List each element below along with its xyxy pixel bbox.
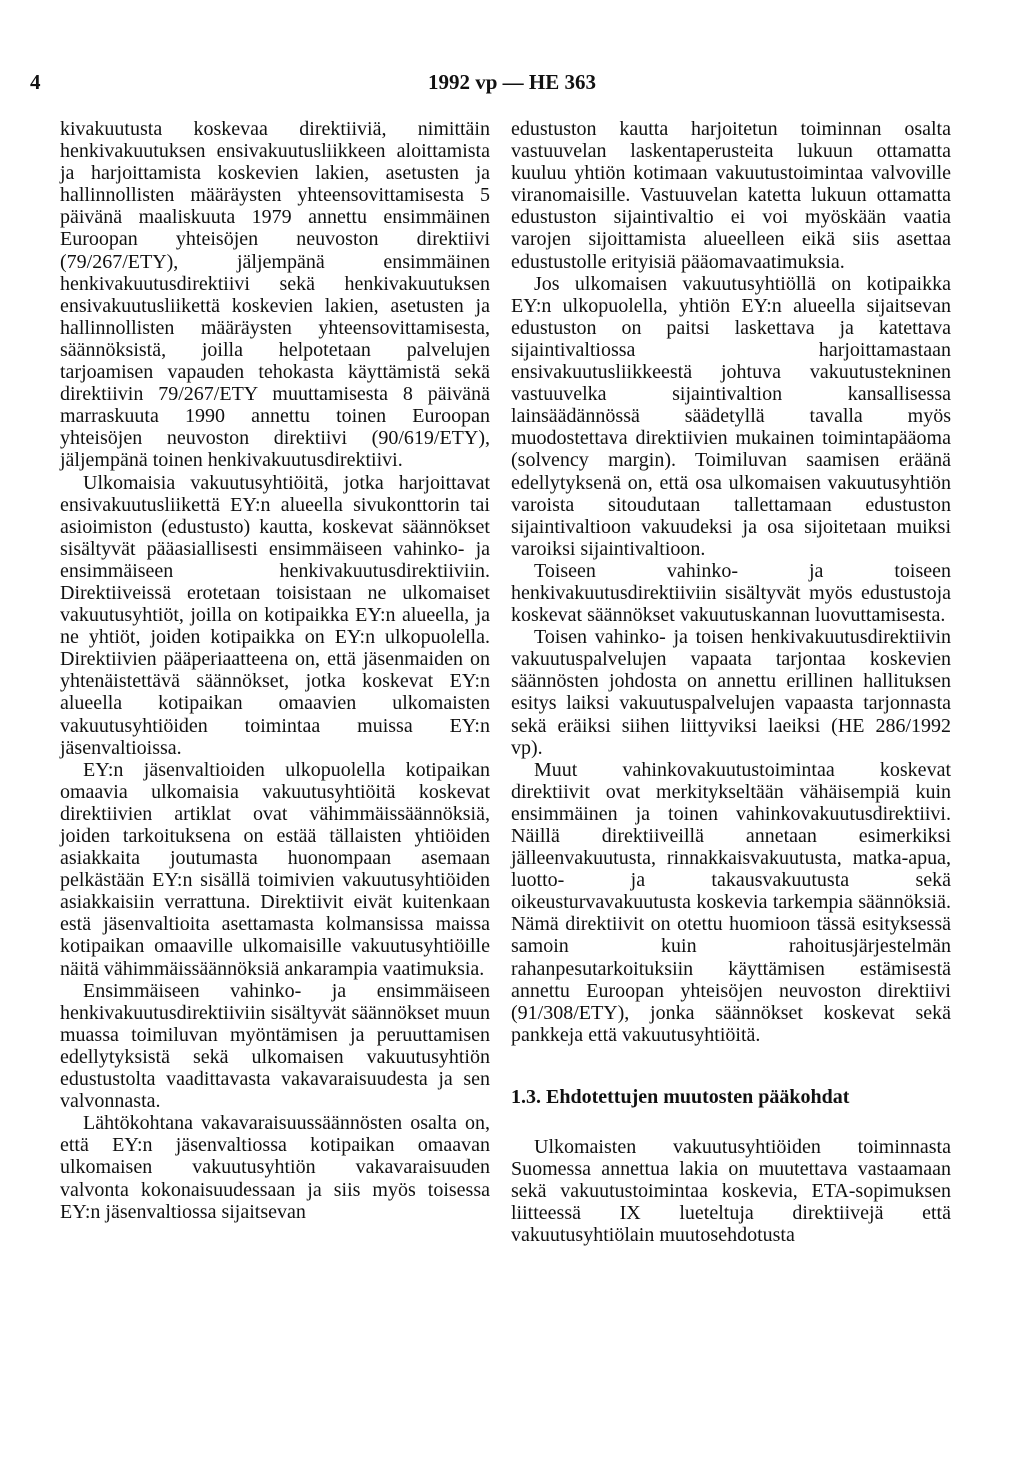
page-number: 4 bbox=[30, 70, 41, 94]
body-paragraph: Ensimmäiseen vahinko- ja ensimmäiseen henkivakuutusdirektiiviin sisältyvät säännökset muun muassa toimiluvan myöntämisen ja peruuttamisen edellytyksistä sekä ulkomaisen vakuutusyhtiön edustustolta vaadittavasta vakavaraisuudesta ja sen valvonnasta. bbox=[60, 979, 490, 1113]
left-column bbox=[60, 118, 490, 1223]
body-paragraph: Muut vahinkovakuutustoimintaa koskevat direktiivit ovat merkitykseltään vähäisempiä kuin ensimmäinen ja toinen vahinkovakuutusdirektiivi. Näillä direktiiveillä annetaan esimerkiksi jälleenvakuutusta, rinnakkaisvakuutusta, matka-apua, luotto- ja takausvakuutusta sekä oikeusturvavakuutusta koskevia tarkempia säännöksiä. Nämä direktiivit on otettu huomioon tässä esityksessä samoin kuin rahoitusjärjestelmän rahanpesutarkoituksiin käyttämisen estämisestä annettu Euroopan yhteisöjen neuvoston direktiivi (91/308/ETY), jonka säännökset koskevat sekä pankkeja että vakuutusyhtiöitä. bbox=[511, 758, 951, 1046]
body-paragraph: edustuston kautta harjoitetun toiminnan osalta vastuuvelan laskentaperusteita lukuun ottamatta kuuluu yhtiön kotimaan vakuutustoimintaa valvoville viranomaisille. Vastuuvelan katetta lukuun ottamatta edustuston sijaintivaltio ei voi myöskään vaatia varojen sijoittamista alueelleen eikä siis asettaa edustustolle erityisiä pääomavaatimuksia. bbox=[511, 118, 951, 273]
body-paragraph: Toisen vahinko- ja toisen henkivakuutusdirektiivin vakuutuspalvelujen vapaata tarjontaa koskevien säännösten johdosta on annettu erillinen hallituksen esitys laiksi vakuutuspalvelujen vapaasta tarjonnasta sekä eräiksi siihen liittyviksi laeiksi (HE 286/1992 vp). bbox=[511, 626, 951, 759]
right-column bbox=[511, 118, 951, 1247]
body-paragraph: Toiseen vahinko- ja toiseen henkivakuutusdirektiiviin sisältyvät myös edustustoja koskevat säännökset vakuutuskannan luovuttamisesta. bbox=[511, 559, 951, 627]
body-paragraph: Ulkomaisia vakuutusyhtiöitä, jotka harjoittavat ensivakuutusliikettä EY:n alueella sivukonttorin tai asioimiston (edustusto) kautta, koskevat säännökset sisältyvät pääasiallisesti ensimmäiseen vahinko- ja ensimmäiseen henkivakuutusdirektiiviin. Direktiiveissä erotetaan toisistaan ne ulkomaiset vakuutusyhtiöt, joilla on kotipaikka EY:n alueella, ja ne yhtiöt, joiden kotipaikka on EY:n ulkopuolella. Direktiivien pääperiaatteena on, että jäsenmaiden on yhtenäistettävä säännökset, jotka koskevat EY:n alueella kotipaikan omaavien ulkomaisten vakuutusyhtiöiden toimintaa muissa EY:n jäsenvaltioissa. bbox=[60, 471, 490, 759]
body-paragraph: Ulkomaisten vakuutusyhtiöiden toiminnasta Suomessa annettua lakia on muutettava vastaamaan sekä vakuutustoimintaa koskevia, ETA-sopimuksen liitteessä IX lueteltuja direktiivejä että vakuutusyhtiölain muutosehdotusta bbox=[511, 1136, 951, 1247]
running-header: 1992 vp — HE 363 bbox=[427, 70, 597, 94]
body-paragraph: Lähtökohtana vakavaraisuussäännösten osalta on, että EY:n jäsenvaltiossa kotipaikan omaavan ulkomaisen vakuutusyhtiön vakavaraisuuden valvonta kokonaisuudessaan ja siis myös toisessa EY:n jäsenvaltiossa sijaitsevan bbox=[60, 1112, 490, 1223]
body-paragraph: EY:n jäsenvaltioiden ulkopuolella kotipaikan omaavia ulkomaisia vakuutusyhtiöitä koskevat direktiivien artiklat ovat vähimmäissäännöksiä, joiden tarkoituksena on estää tällaisten yhtiöiden asiakkaita joutumasta huonompaan asemaan pelkästään EY:n sisällä toimivien vakuutusyhtiöiden asiakkaisiin verrattuna. Direktiivit eivät kuitenkaan estä jäsenvaltioita asettamasta kolmansissa maissa kotipaikan omaaville ulkomaisille vakuutusyhtiöille näitä vähimmäissäännöksiä ankarampia vaatimuksia. bbox=[60, 758, 490, 980]
body-paragraph: Jos ulkomaisen vakuutusyhtiöllä on kotipaikka EY:n ulkopuolella, yhtiön EY:n alueella sijaitsevan edustuston on paitsi laskettava ja katettava sijaintivaltiossa harjoittamastaan ensivakuutusliikkeestä johtuva vakuutustekninen vastuuvelka sijaintivaltion kansallisessa lainsäädännössä säädetyllä tavalla myös muodostettava direktiivien mukainen toimintapääoma (solvency margin). Toimiluvan saamisen eräänä edellytyksenä on, että osa ulkomaisen vakuutusyhtiön varoista sitoudutaan tallettamaan edustuston sijaintivaltioon vakuudeksi ja osa sijoitetaan muiksi varoiksi sijaintivaltioon. bbox=[511, 272, 951, 560]
body-paragraph: kivakuutusta koskevaa direktiiviä, nimittäin henkivakuutuksen ensivakuutusliikkeen aloittamista ja harjoittamista koskevien lakien, asetusten ja hallinnollisten määräysten yhteensovittamisesta 5 päivänä maaliskuuta 1979 annettu ensimmäinen Euroopan yhteisöjen neuvoston direktiivi (79/267/ETY), jäljempänä ensimmäinen henkivakuutusdirektiivi sekä henkivakuutuksen ensivakuutusliikettä koskevien lakien, asetusten ja hallinnollisten määräysten yhteensovittamisesta, säännöksistä, joilla helpotetaan palvelujen tarjoamisen vapauden tehokasta käyttämistä sekä direktiivin 79/267/ETY muuttamisesta 8 päivänä marraskuuta 1990 annettu toinen Euroopan yhteisöjen neuvoston direktiivi (90/619/ETY), jäljempänä toinen henkivakuutusdirektiivi. bbox=[60, 118, 490, 472]
section-heading: 1.3. Ehdotettujen muutosten pääkohdat bbox=[511, 1085, 850, 1108]
